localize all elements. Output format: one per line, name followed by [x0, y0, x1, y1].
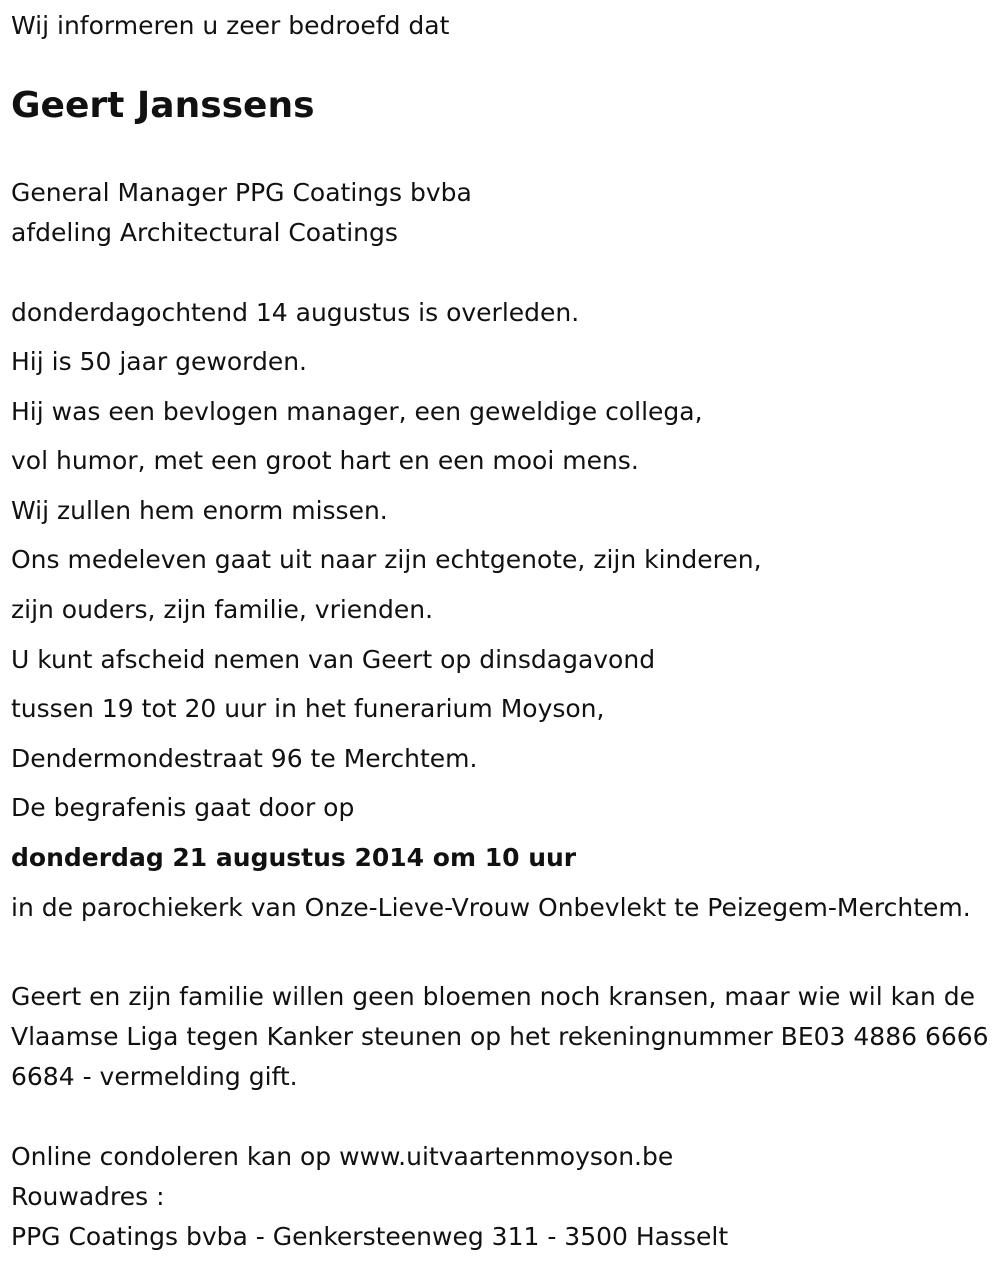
body-line: Dendermondestraat 96 te Merchtem.	[11, 744, 478, 773]
body-line: vol humor, met een groot hart en een mooi mens.	[11, 446, 639, 475]
mourning-address: PPG Coatings bvba - Genkersteenweg 311 - 3500 Hasselt	[11, 1222, 729, 1251]
body-line: De begrafenis gaat door op	[11, 793, 355, 822]
body-line: Wij zullen hem enorm missen.	[11, 496, 388, 525]
role-line-1: General Manager PPG Coatings bvba	[11, 178, 472, 207]
deceased-name: Geert Janssens	[11, 85, 315, 126]
body-line: donderdagochtend 14 augustus is overleden.	[11, 298, 580, 327]
body-line: Hij is 50 jaar geworden.	[11, 347, 307, 376]
body-line: zijn ouders, zijn familie, vrienden.	[11, 595, 434, 624]
church-text: in de parochiekerk van Onze-Lieve-Vrouw Onbevlekt te Peizegem-Merchtem.	[11, 893, 971, 922]
online-condolence-text: Online condoleren kan op www.uitvaartenmoyson.be	[11, 1142, 674, 1171]
role-line-2: afdeling Architectural Coatings	[11, 218, 398, 247]
body-line: tussen 19 tot 20 uur in het funerarium Moyson,	[11, 694, 605, 723]
funeral-datetime: donderdag 21 augustus 2014 om 10 uur	[11, 843, 577, 872]
body-line: Ons medeleven gaat uit naar zijn echtgenote, zijn kinderen,	[11, 545, 762, 574]
body-line: U kunt afscheid nemen van Geert op dinsdagavond	[11, 645, 656, 674]
intro-text: Wij informeren u zeer bedroefd dat	[11, 11, 450, 40]
donation-text: Geert en zijn familie willen geen bloemen noch kransen, maar wie wil kan de Vlaamse Liga tegen Kanker steunen op het rekeningnummer BE03 4886 6666 6684 - vermelding gift.	[11, 982, 989, 1091]
address-label: Rouwadres :	[11, 1182, 165, 1211]
body-line: Hij was een bevlogen manager, een geweldige collega,	[11, 397, 703, 426]
